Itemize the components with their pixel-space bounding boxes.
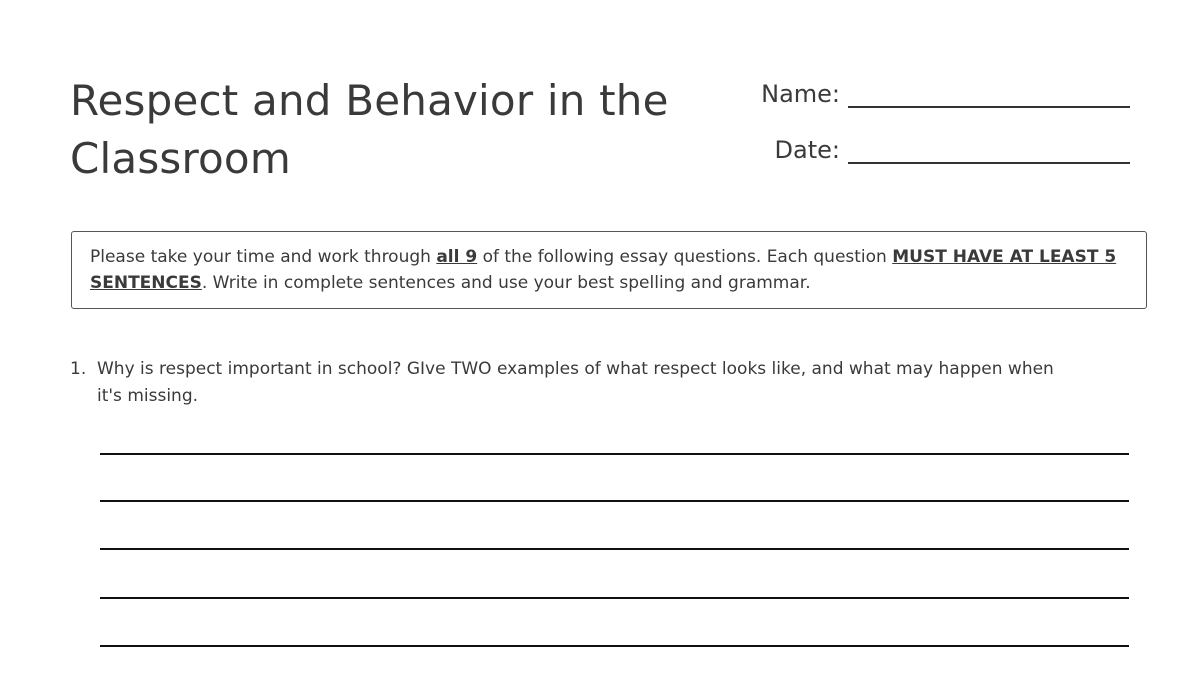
answer-line[interactable] [100,597,1129,599]
answer-line[interactable] [100,500,1129,502]
date-input-line[interactable] [848,136,1130,164]
question-text: Why is respect important in school? GIve TWO examples of what respect looks like, and what may happen when it's missing. [97,359,1054,406]
instructions-emphasis-all-9: all 9 [436,247,478,267]
name-label: Name: [761,80,840,108]
answer-line[interactable] [100,645,1129,647]
date-label: Date: [774,136,840,164]
name-input-line[interactable] [848,80,1130,108]
instructions-text-2: of the following essay questions. Each question [477,247,893,267]
date-field[interactable] [720,136,1130,164]
question-number: 1. [70,359,87,379]
answer-line[interactable] [100,453,1129,455]
instructions-text-3: . Write in complete sentences and use your best spelling and grammar. [201,273,811,293]
page-title: Respect and Behavior in the Classroom [70,76,669,183]
instructions-text-1: Please take your time and work through [90,247,437,267]
name-field[interactable] [720,80,1130,108]
instructions-emphasis-sentences: MUST HAVE AT LEAST 5 SENTENCES [90,247,1117,293]
question-1 [70,356,1070,410]
instructions-box [71,231,1147,309]
answer-line[interactable] [100,548,1129,550]
